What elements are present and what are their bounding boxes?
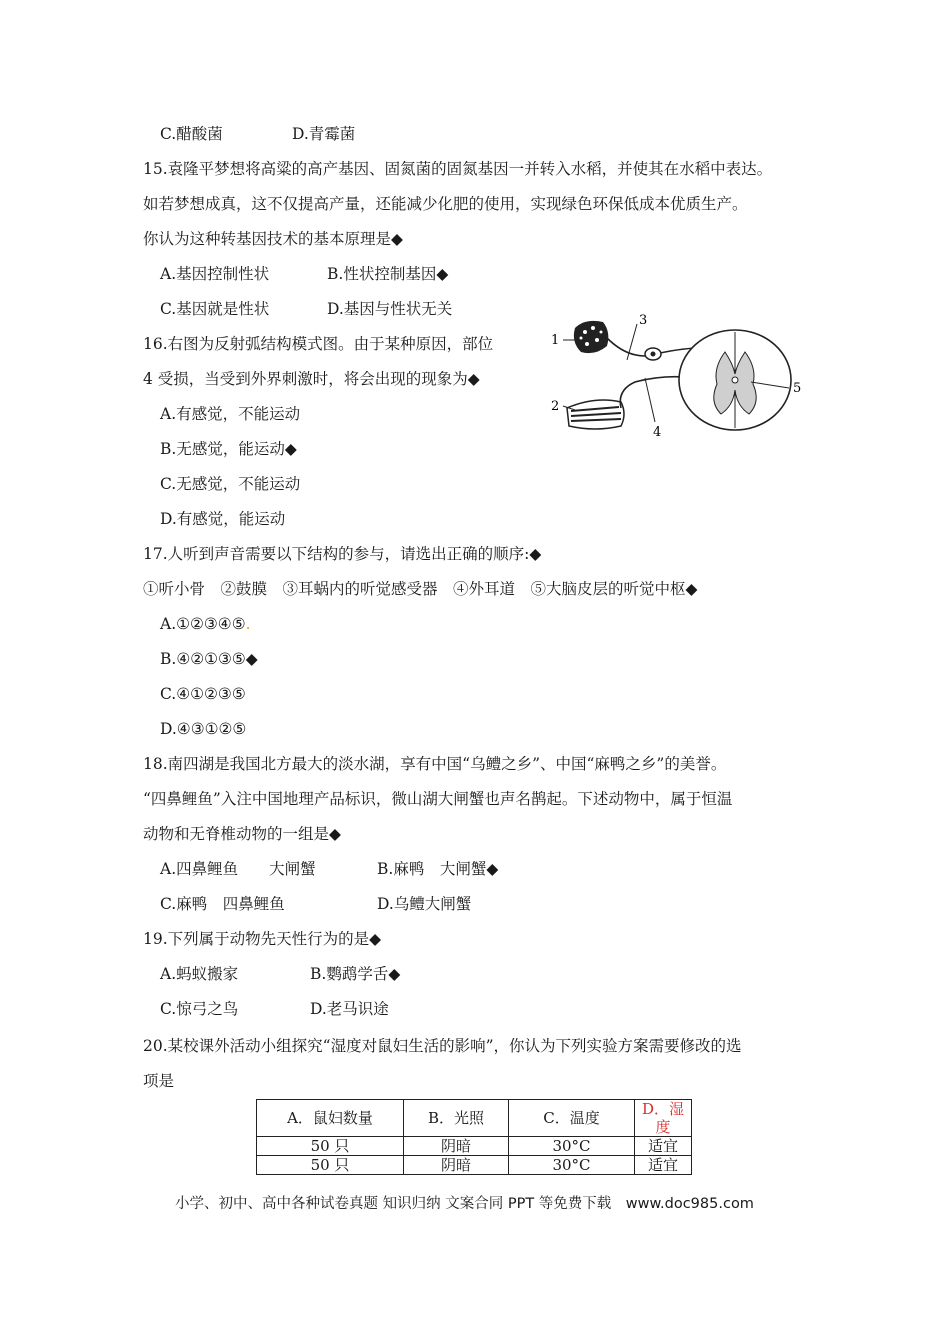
q19-option-b: B.鹦鹉学舌◆ <box>310 965 401 983</box>
q19-stem-line1: 19.下列属于动物先天性行为的是◆ <box>143 930 382 948</box>
q20-stem-line1: 20.某校课外活动小组探究“湿度对鼠妇生活的影响”，你认为下列实验方案需要修改的选 <box>143 1037 742 1055</box>
q15-stem-line3: 你认为这种转基因技术的基本原理是◆ <box>143 230 403 248</box>
q16-option-d: D.有感觉，能运动 <box>160 510 286 528</box>
label-4: 4 <box>653 425 662 440</box>
table-header-cell: B．光照 <box>404 1100 509 1137</box>
table-cell: 阴暗 <box>404 1156 509 1175</box>
table-cell: 适宜 <box>635 1137 692 1156</box>
q16-option-c: C.无感觉，不能运动 <box>160 475 301 493</box>
q17-option-d: D.④③①②⑤ <box>160 720 247 738</box>
q14-option-c: C.醋酸菌 <box>160 125 223 143</box>
q19-option-d: D.老马识途 <box>310 1000 389 1018</box>
label-3: 3 <box>639 313 648 328</box>
table-cell: 50 只 <box>257 1137 404 1156</box>
reflex-arc-diagram <box>545 310 815 440</box>
q17-option-c: C.④①②③⑤ <box>160 685 246 703</box>
receptor-icon <box>574 321 608 353</box>
q15-option-d: D.基因与性状无关 <box>327 300 453 318</box>
q18-option-d: D.乌鳢大闸蟹 <box>377 895 472 913</box>
q18-option-a: A.四鼻鲤鱼 大闸蟹 <box>160 860 316 878</box>
q17-option-a-mark: . <box>245 615 251 633</box>
label-5: 5 <box>793 381 802 396</box>
q18-option-c: C.麻鸭 四鼻鲤鱼 <box>160 895 285 913</box>
table-header-row <box>257 1100 692 1137</box>
q17-option-b: B.④②①③⑤◆ <box>160 650 258 668</box>
q17-option-a <box>160 614 251 634</box>
q15-option-a: A.基因控制性状 <box>160 265 270 283</box>
q14-option-d: D.青霉菌 <box>292 125 356 143</box>
q15-stem-line1: 15.袁隆平梦想将高粱的高产基因、固氮菌的固氮基因一并转入水稻，并使其在水稻中表达。 <box>143 160 773 178</box>
q18-stem-line3: 动物和无脊椎动物的一组是◆ <box>143 825 341 843</box>
label-line-4 <box>645 378 655 422</box>
q16-option-b: B.无感觉，能运动◆ <box>160 440 297 458</box>
q18-option-b: B.麻鸭 大闸蟹◆ <box>377 860 499 878</box>
q18-stem-line2: “四鼻鲤鱼”入注中国地理产品标识，微山湖大闸蟹也声名鹊起。下述动物中，属于恒温 <box>143 790 733 808</box>
table-cell: 30°C <box>509 1137 635 1156</box>
q16-option-a: A.有感觉，不能运动 <box>160 405 301 423</box>
q17-option-a-text: A.①②③④⑤ <box>160 615 246 633</box>
table-header-cell: A．鼠妇数量 <box>257 1100 404 1137</box>
table-header-cell-highlighted: D．湿度 <box>635 1100 692 1137</box>
effector-icon <box>567 400 624 429</box>
q16-stem-line2: 4 受损，当受到外界刺激时，将会出现的现象为◆ <box>143 370 480 388</box>
q19-option-a: A.蚂蚁搬家 <box>160 965 239 983</box>
q16-stem-line1: 16.右图为反射弧结构模式图。由于某种原因，部位 <box>143 335 494 353</box>
label-1: 1 <box>551 333 560 348</box>
table-header-cell: C．温度 <box>509 1100 635 1137</box>
table-cell: 适宜 <box>635 1156 692 1175</box>
q19-option-c: C.惊弓之鸟 <box>160 1000 239 1018</box>
q20-stem-line2: 项是 <box>143 1072 175 1090</box>
experiment-table <box>256 1099 692 1175</box>
q17-stem-line2: ①听小骨 ②鼓膜 ③耳蜗内的听觉感受器 ④外耳道 ⑤大脑皮层的听觉中枢◆ <box>143 580 698 598</box>
table-cell: 阴暗 <box>404 1137 509 1156</box>
q15-option-c: C.基因就是性状 <box>160 300 270 318</box>
table-cell: 50 只 <box>257 1156 404 1175</box>
table-row <box>257 1137 692 1156</box>
q15-option-b: B.性状控制基因◆ <box>327 265 449 283</box>
q18-stem-line1: 18.南四湖是我国北方最大的淡水湖，享有中国“乌鳢之乡”、中国“麻鸭之乡”的美誉。 <box>143 755 727 773</box>
label-2: 2 <box>551 399 560 414</box>
q15-stem-line2: 如若梦想成真，这不仅提高产量，还能减少化肥的使用，实现绿色环保低成本优质生产。 <box>143 195 748 213</box>
q17-stem-line1: 17.人听到声音需要以下结构的参与，请选出正确的顺序:◆ <box>143 545 542 563</box>
page-footer: 小学、初中、高中各种试卷真题 知识归纳 文案合同 PPT 等免费下载 www.doc985.com <box>175 1196 754 1212</box>
table-row <box>257 1156 692 1175</box>
spinal-cord-icon <box>679 330 791 430</box>
table-cell: 30°C <box>509 1156 635 1175</box>
